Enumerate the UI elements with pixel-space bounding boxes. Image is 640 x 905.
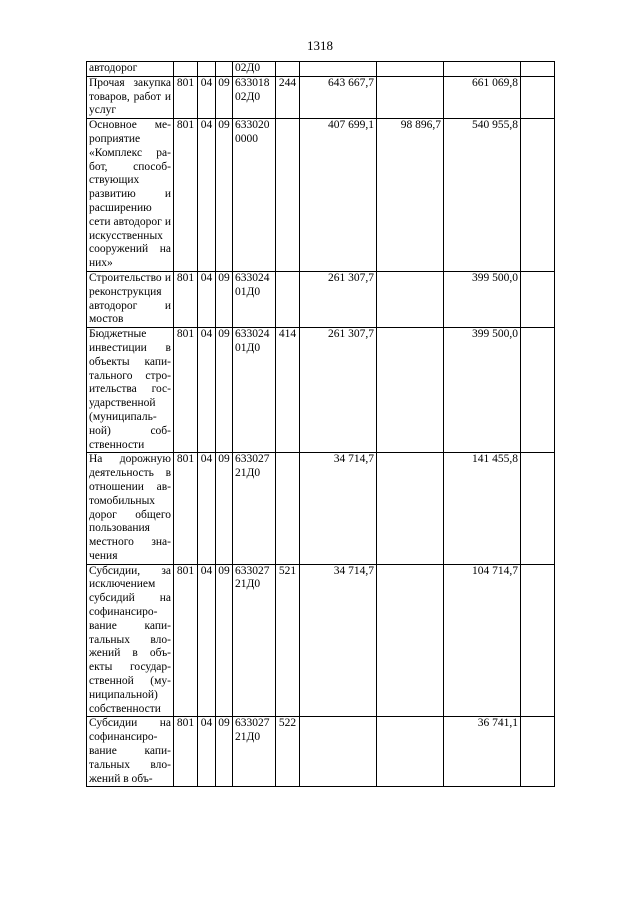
amount-4 <box>521 271 555 327</box>
amount-3: 141 455,8 <box>444 453 521 564</box>
code-subsection: 09 <box>216 717 233 787</box>
code-expense-type: 521 <box>276 564 300 717</box>
code-section: 04 <box>198 453 216 564</box>
code-subsection: 09 <box>216 453 233 564</box>
code-subsection: 09 <box>216 271 233 327</box>
amount-1: 34 714,7 <box>300 564 377 717</box>
amount-2 <box>377 271 444 327</box>
amount-1: 407 699,1 <box>300 119 377 272</box>
table-row <box>87 717 555 787</box>
code-target: 633027 21Д0 <box>233 717 276 787</box>
amount-2 <box>377 564 444 717</box>
code-subsection: 09 <box>216 328 233 453</box>
amount-2 <box>377 76 444 118</box>
code-target: 633018 02Д0 <box>233 76 276 118</box>
code-subsection: 09 <box>216 564 233 717</box>
code-ministry: 801 <box>174 564 198 717</box>
amount-4 <box>521 119 555 272</box>
amount-3: 661 069,8 <box>444 76 521 118</box>
code-target: 633027 21Д0 <box>233 564 276 717</box>
table-row <box>87 76 555 118</box>
code-section <box>198 62 216 77</box>
table-row <box>87 62 555 77</box>
row-name: Субсидии, за исключением субсидий на софинансирование капитальных вложений в объекты государственной (муниципальной) собственности <box>87 564 174 717</box>
amount-4 <box>521 62 555 77</box>
code-target: 633027 21Д0 <box>233 453 276 564</box>
code-section: 04 <box>198 119 216 272</box>
code-target: 633024 01Д0 <box>233 328 276 453</box>
amount-1: 34 714,7 <box>300 453 377 564</box>
code-subsection <box>216 62 233 77</box>
code-expense-type <box>276 271 300 327</box>
code-ministry: 801 <box>174 453 198 564</box>
row-name: На дорожную деятельность в отношении автомобильных дорог общего пользования местного значения <box>87 453 174 564</box>
table-row <box>87 271 555 327</box>
code-ministry <box>174 62 198 77</box>
amount-4 <box>521 564 555 717</box>
page-number: 1318 <box>307 38 333 53</box>
code-section: 04 <box>198 717 216 787</box>
code-expense-type <box>276 119 300 272</box>
amount-2 <box>377 717 444 787</box>
amount-3: 399 500,0 <box>444 328 521 453</box>
amount-4 <box>521 453 555 564</box>
amount-1 <box>300 717 377 787</box>
budget-table <box>86 61 555 787</box>
code-subsection: 09 <box>216 119 233 272</box>
code-expense-type <box>276 62 300 77</box>
amount-4 <box>521 76 555 118</box>
amount-4 <box>521 328 555 453</box>
code-expense-type: 414 <box>276 328 300 453</box>
code-section: 04 <box>198 76 216 118</box>
amount-3: 399 500,0 <box>444 271 521 327</box>
amount-3: 104 714,7 <box>444 564 521 717</box>
code-subsection: 09 <box>216 76 233 118</box>
code-ministry: 801 <box>174 119 198 272</box>
row-name: автодорог <box>87 62 174 77</box>
code-expense-type <box>276 453 300 564</box>
code-expense-type: 522 <box>276 717 300 787</box>
code-section: 04 <box>198 564 216 717</box>
amount-3: 36 741,1 <box>444 717 521 787</box>
code-ministry: 801 <box>174 717 198 787</box>
code-ministry: 801 <box>174 271 198 327</box>
table-row <box>87 564 555 717</box>
code-target: 02Д0 <box>233 62 276 77</box>
code-expense-type: 244 <box>276 76 300 118</box>
table-row <box>87 453 555 564</box>
amount-1: 643 667,7 <box>300 76 377 118</box>
amount-2 <box>377 62 444 77</box>
table-row <box>87 119 555 272</box>
code-ministry: 801 <box>174 328 198 453</box>
amount-1: 261 307,7 <box>300 328 377 453</box>
amount-3 <box>444 62 521 77</box>
code-target: 633020 0000 <box>233 119 276 272</box>
row-name: Субсидии на софинансирование капитальных вложений в объ- <box>87 717 174 787</box>
row-name: Бюджетные инвестиции в объекты капитального строительства государственной (муниципальной) собственности <box>87 328 174 453</box>
amount-2 <box>377 453 444 564</box>
row-name: Прочая закупка товаров, работ и услуг <box>87 76 174 118</box>
row-name: Строительство и реконструкция автодорог и мостов <box>87 271 174 327</box>
code-section: 04 <box>198 328 216 453</box>
amount-3: 540 955,8 <box>444 119 521 272</box>
table-row <box>87 328 555 453</box>
code-section: 04 <box>198 271 216 327</box>
amount-1 <box>300 62 377 77</box>
code-ministry: 801 <box>174 76 198 118</box>
amount-2 <box>377 328 444 453</box>
code-target: 633024 01Д0 <box>233 271 276 327</box>
amount-4 <box>521 717 555 787</box>
amount-1: 261 307,7 <box>300 271 377 327</box>
amount-2: 98 896,7 <box>377 119 444 272</box>
row-name: Основное мероприятие «Комплекс работ, способствующих развитию и расширению сети автодорог и искусственных сооружений на них» <box>87 119 174 272</box>
